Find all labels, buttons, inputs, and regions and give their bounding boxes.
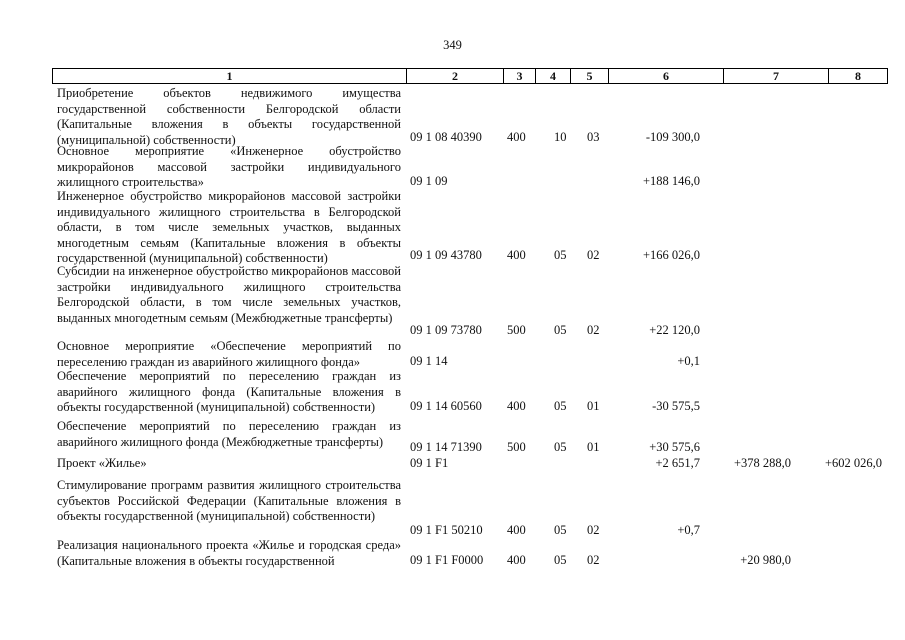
row-pr: 03 (587, 130, 600, 144)
row-rz: 10 (554, 130, 567, 144)
row-rz: 05 (554, 553, 567, 567)
row-vr: 400 (507, 248, 526, 262)
header-col-6: 6 (609, 69, 724, 83)
row-pr: 01 (587, 399, 600, 413)
header-col-3: 3 (504, 69, 536, 83)
row-rz: 05 (554, 523, 567, 537)
row-code: 09 1 09 (410, 174, 448, 188)
row-name: Обеспечение мероприятий по переселению граждан из аварийного жилищного фонда (Капитальные вложения в объекты государственной (муниципальной) собственности) (57, 369, 401, 415)
header-col-7: 7 (724, 69, 829, 83)
row-amount-col8: +602 026,0 (824, 456, 882, 470)
row-code: 09 1 F1 F0000 (410, 553, 484, 567)
row-vr: 500 (507, 323, 526, 337)
row-name: Приобретение объектов недвижимого имущества государственной собственности Белгородской области (Капитальные вложения в объекты государственной (муниципальной) собственности) (57, 86, 401, 147)
row-amount-col6: +2 651,7 (655, 456, 700, 470)
row-code: 09 1 14 60560 (410, 399, 482, 413)
row-rz: 05 (554, 399, 567, 413)
row-amount-col7: +20 980,0 (740, 553, 791, 567)
header-col-1: 1 (53, 69, 407, 83)
row-rz: 05 (554, 248, 567, 262)
row-code: 09 1 14 71390 (410, 440, 482, 454)
row-amount-col6: -30 575,5 (652, 399, 700, 413)
row-amount-col7: +378 288,0 (733, 456, 791, 470)
row-vr: 400 (507, 130, 526, 144)
row-amount-col6: -109 300,0 (645, 130, 700, 144)
row-name: Инженерное обустройство микрорайонов массовой застройки индивидуального жилищного строительства в Белгородской области, в том числе земельных участков, выданных многодетным семьям (Капитальные вложения в объекты государственной (муниципальной) собственности) (57, 189, 401, 266)
row-amount-col6: +0,1 (677, 354, 700, 368)
row-vr: 400 (507, 553, 526, 567)
row-amount-col6: +30 575,6 (649, 440, 700, 454)
row-code: 09 1 F1 50210 (410, 523, 483, 537)
row-amount-col6: +166 026,0 (642, 248, 700, 262)
row-name: Реализация национального проекта «Жилье и городская среда» (Капитальные вложения в объекты государственной (57, 538, 401, 568)
row-rz: 05 (554, 323, 567, 337)
row-code: 09 1 09 43780 (410, 248, 482, 262)
row-code: 09 1 08 40390 (410, 130, 482, 144)
row-name: Стимулирование программ развития жилищного строительства субъектов Российской Федерации (Капитальные вложения в объекты государственной (муниципальной) собственности) (57, 478, 401, 524)
header-col-4: 4 (536, 69, 571, 83)
row-vr: 400 (507, 523, 526, 537)
row-amount-col6: +188 146,0 (642, 174, 700, 188)
page-number: 349 (443, 38, 462, 52)
row-amount-col6: +0,7 (677, 523, 700, 537)
header-col-2: 2 (407, 69, 504, 83)
row-code: 09 1 F1 (410, 456, 449, 470)
row-code: 09 1 09 73780 (410, 323, 482, 337)
row-vr: 400 (507, 399, 526, 413)
row-name: Обеспечение мероприятий по переселению граждан из аварийного жилищного фонда (Межбюджетные трансферты) (57, 419, 401, 449)
table-header-row (52, 68, 888, 84)
row-pr: 02 (587, 248, 600, 262)
row-vr: 500 (507, 440, 526, 454)
row-pr: 02 (587, 523, 600, 537)
row-name: Проект «Жилье» (57, 456, 147, 470)
header-col-5: 5 (571, 69, 609, 83)
row-pr: 02 (587, 553, 600, 567)
row-name: Субсидии на инженерное обустройство микрорайонов массовой застройки индивидуального жилищного строительства Белгородской области, в том числе земельных участков, выданных многодетным семьям (Межбюджетные трансферты) (57, 264, 401, 325)
row-name: Основное мероприятие «Обеспечение мероприятий по переселению граждан из аварийного жилищного фонда» (57, 339, 401, 369)
row-amount-col6: +22 120,0 (649, 323, 700, 337)
row-pr: 02 (587, 323, 600, 337)
row-pr: 01 (587, 440, 600, 454)
header-col-8: 8 (855, 69, 861, 83)
row-name: Основное мероприятие «Инженерное обустройство микрорайонов массовой застройки индивидуального жилищного строительства» (57, 144, 401, 190)
row-code: 09 1 14 (410, 354, 448, 368)
row-rz: 05 (554, 440, 567, 454)
